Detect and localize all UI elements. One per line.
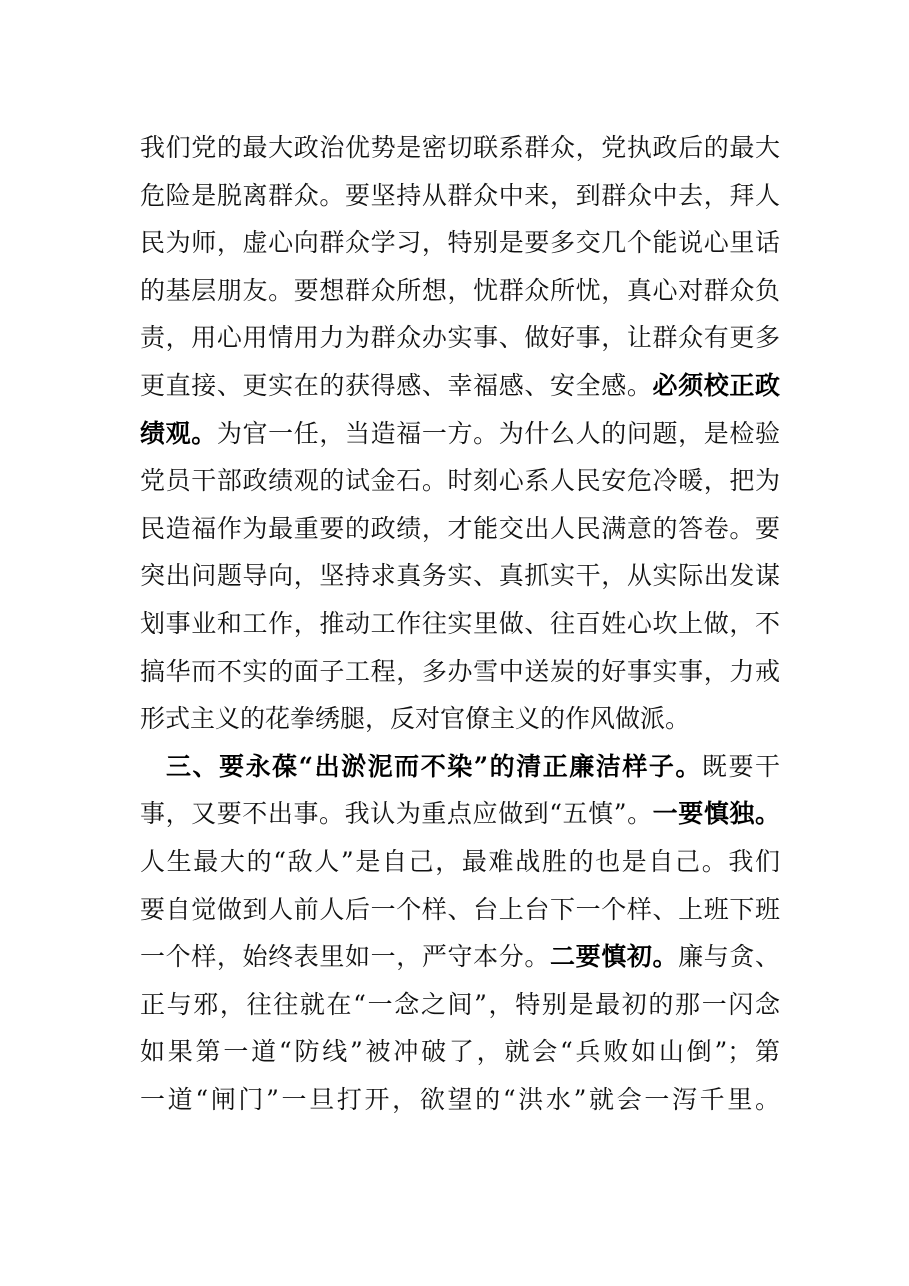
text-line (140, 933, 780, 981)
body-text: 形式主义的花拳绣腿，反对官僚主义的作风做派。 (140, 704, 691, 734)
body-text: 一道“闸门”一旦打开，欲望的“洪水”就会一泻千里。 (140, 1084, 780, 1114)
document-page (140, 124, 780, 1123)
text-line (140, 314, 780, 362)
body-text: 廉与贪、 (678, 942, 780, 972)
bold-heading-text: 绩观。 (140, 418, 217, 448)
text-line (140, 981, 780, 1029)
body-text: 人生最大的“敌人”是自己，最难战胜的也是自己。我们 (140, 846, 780, 876)
body-text: 事，又要不出事。我认为重点应做到“五慎”。 (140, 799, 653, 829)
body-text: 一个样，始终表里如一，严守本分。 (140, 942, 550, 972)
bold-heading-text: 三、要永葆“出淤泥而不染”的清正廉洁样子。 (166, 751, 702, 781)
text-line (140, 743, 780, 791)
body-text: 民为师，虚心向群众学习，特别是要多交几个能说心里话 (140, 228, 780, 258)
body-text: 更直接、更实在的获得感、幸福感、安全感。 (140, 370, 653, 400)
body-text: 民造福作为最重要的政绩，才能交出人民满意的答卷。要 (140, 513, 780, 543)
text-line (140, 600, 780, 648)
text-line (140, 838, 780, 886)
bold-heading-text: 必须校正政 (652, 370, 780, 400)
text-line (140, 648, 780, 696)
body-text: 危险是脱离群众。要坚持从群众中来，到群众中去，拜人 (140, 180, 780, 210)
text-line (140, 1028, 780, 1076)
text-line (140, 1076, 780, 1124)
body-text: 要自觉做到人前人后一个样、台上台下一个样、上班下班 (140, 894, 780, 924)
body-text: 的基层朋友。要想群众所想，忧群众所忧，真心对群众负 (140, 275, 780, 305)
text-line (140, 410, 780, 458)
text-line (140, 172, 780, 220)
body-text: 党员干部政绩观的试金石。时刻心系人民安危冷暖，把为 (140, 466, 780, 496)
paragraph-1 (140, 124, 780, 743)
text-line (140, 362, 780, 410)
body-text: 为官一任，当造福一方。为什么人的问题，是检验 (216, 418, 780, 448)
body-text: 我们党的最大政治优势是密切联系群众，党执政后的最大 (140, 133, 780, 162)
bold-heading-text: 一要慎独。 (652, 799, 780, 829)
text-line (140, 505, 780, 553)
text-line (140, 219, 780, 267)
text-line (140, 790, 780, 838)
body-text: 正与邪，往往就在“一念之间”，特别是最初的那一闪念 (140, 989, 780, 1019)
text-line (140, 457, 780, 505)
body-text: 搞华而不实的面子工程，多办雪中送炭的好事实事，力戒 (140, 656, 780, 686)
text-line (140, 886, 780, 934)
paragraph-2 (140, 743, 780, 1124)
bold-heading-text: 二要慎初。 (549, 942, 679, 972)
body-text: 突出问题导向，坚持求真务实、真抓实干，从实际出发谋 (140, 561, 780, 591)
body-text: 责，用心用情用力为群众办实事、做好事，让群众有更多 (140, 323, 780, 353)
text-line (140, 267, 780, 315)
text-line (140, 695, 780, 743)
body-text: 既要干 (701, 751, 780, 781)
body-text: 如果第一道“防线”被冲破了，就会“兵败如山倒”；第 (140, 1037, 780, 1067)
body-text: 划事业和工作，推动工作往实里做、往百姓心坎上做，不 (140, 608, 780, 638)
text-line (140, 552, 780, 600)
text-line (140, 124, 780, 172)
